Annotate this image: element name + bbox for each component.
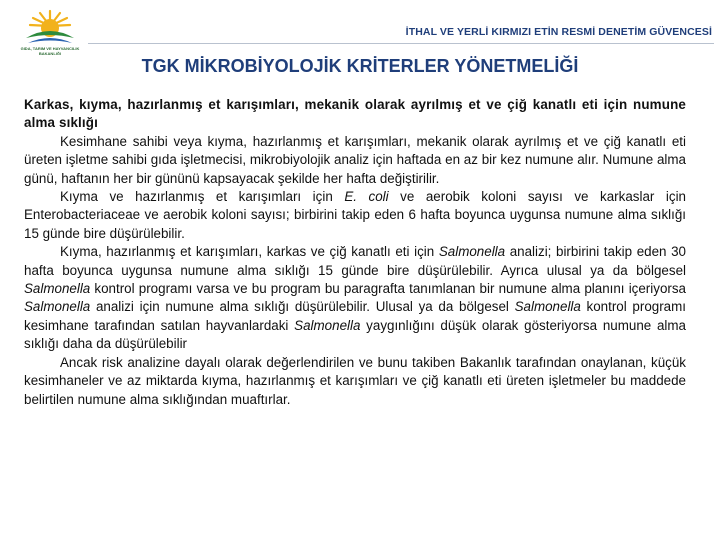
sun-wheat-emblem-icon — [12, 8, 88, 48]
organism-name: Salmonella — [438, 244, 506, 260]
organism-name: Salmonella — [24, 299, 91, 315]
text-run: kontrol programı kesimhane tarafından satılan hayvanlardaki — [24, 299, 686, 333]
organism-name: Salmonella — [294, 317, 361, 333]
text-run: Kıyma, hazırlanmış et karışımları, karkas ve çiğ kanatlı eti için — [60, 244, 439, 260]
text-run: Kıyma ve hazırlanmış et karışımları için — [60, 189, 345, 205]
text-run: analizi; birbirini takip eden 30 hafta boyunca uygunsa numune alma sıklığı 15 günde bire düşürülebilir. Ayrıca ulusal ya da bölgesel — [24, 244, 686, 278]
paragraph-ecoli-reduction — [24, 188, 686, 243]
section-heading: Karkas, kıyma, hazırlanmış et karışımları, mekanik olarak ayrılmış et ve çiğ kanatlı eti için numune alma sıklığı — [24, 97, 686, 131]
paragraph-sampling-frequency: Kesimhane sahibi veya kıyma, hazırlanmış et karışımları, mekanik olarak ayrılmış et ve çiğ kanatlı eti üreten işletme sahibi gıda işletmecisi, mikrobiyolojik analiz için haftada en az bir kez numune alır. Numune alma günü, haftanın her bir gününü kapsayacak şekilde her hafta değiştirilir. — [24, 133, 686, 186]
text-run: analizi için numune alma sıklığı düşürülebilir. Ulusal ya da bölgesel — [90, 299, 515, 315]
page-title: TGK MİKROBİYOLOJİK KRİTERLER YÖNETMELİĞİ — [141, 56, 579, 76]
text-run: yaygınlığını düşük olarak gösteriyorsa numune alma sıklığı daha da düşürülebilir — [24, 317, 686, 352]
document-body — [24, 96, 686, 409]
organism-name: Salmonella — [24, 281, 91, 297]
logo-caption: GIDA, TARIM VE HAYVANCILIK BAKANLIĞI — [20, 46, 80, 56]
paragraph-salmonella — [24, 243, 686, 353]
paragraph-exemption: Ancak risk analizine dayalı olarak değerlendirilen ve bunu takiben Bakanlık tarafından onaylanan, küçük kesimhaneler ve az miktarda kıyma, hazırlanmış et karışımları ve çiğ kanatlı eti üreten işletmeler bu maddede belirtilen numune alma sıklığından muaftırlar. — [24, 354, 686, 407]
organism-name: Salmonella — [514, 299, 581, 315]
header-strip-text: İTHAL VE YERLİ KIRMIZI ETİN RESMİ DENETİM GÜVENCESİ — [405, 26, 712, 38]
text-run: ve aerobik koloni sayısı ve karkaslar için Enterobacteriaceae ve aerobik koloni sayısı; birbirini takip eden 6 hafta boyunca uygunsa numune alma sıklığı 15 günde bire düşürülebilir. — [24, 189, 686, 241]
text-run: kontrol programı varsa ve bu program bu paragrafta tanımlanan bir numune alma planını içeriyorsa — [90, 281, 686, 297]
header-divider — [88, 43, 714, 44]
organism-name: E. coli — [344, 189, 389, 205]
